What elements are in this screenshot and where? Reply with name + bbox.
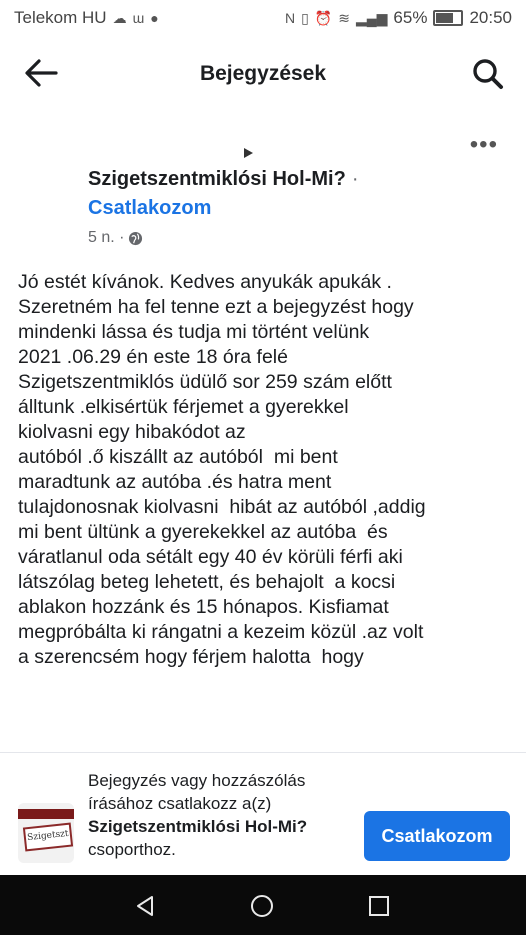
post-body: Jó estét kívánok. Kedves anyukák apukák . Szeretném ha fel tenne ezt a bejegyzést hogy mindenki lássa és tudja mi történt velünk 2021 .06.29 én este 18 óra felé Szigetszentmiklós üdülő sor 259 szám előtt álltunk .elkisértük férjemet a gyerekkel kiolvasni egy hibakódot az autóból .ő kiszállt az autóból mi bent maradtunk az autóba .és hatra ment tulajdonosnak kiolvasni hibát az autóból ,addig mi bent ültünk a gyerekekkel az autóba és váratlanul oda sétált egy 40 év körüli férfi aki látszólag beteg lehetett, és behajolt a kocsi ablakon hozzánk és 15 hónapos. Kisfiamat megpróbálta ki rángatni a kezeim közül .az volt a szerencsém hogy férjem halotta hogy — [18, 271, 426, 668]
nav-home-icon[interactable] — [250, 894, 274, 918]
separator: · — [351, 168, 359, 190]
battery-percent: 65% — [393, 8, 428, 27]
wifi-icon: ≋ — [338, 9, 350, 26]
post-meta — [88, 229, 143, 247]
chat-icon: ● — [150, 10, 159, 26]
cloud-icon: ☁ — [112, 9, 127, 26]
more-options-icon[interactable]: ••• — [469, 131, 498, 158]
notification-icon: ɯ — [132, 10, 145, 26]
join-prompt — [88, 769, 368, 861]
battery-icon — [433, 10, 463, 26]
nav-recent-icon[interactable] — [368, 895, 390, 917]
group-thumbnail — [18, 803, 74, 863]
search-icon[interactable] — [472, 58, 504, 90]
status-right — [285, 8, 512, 28]
join-prompt-line4: csoporthoz. — [88, 840, 176, 859]
nfc-icon: N — [284, 10, 296, 26]
post-group-name[interactable] — [88, 168, 358, 191]
post-time[interactable]: 5 n. · — [88, 229, 125, 246]
top-app-bar — [0, 44, 526, 104]
group-name-text[interactable]: Szigetszentmiklósi Hol-Mi? — [88, 168, 346, 190]
join-button[interactable]: Csatlakozom — [364, 811, 510, 861]
alarm-icon: ⏰ — [314, 9, 333, 26]
join-prompt-group: Szigetszentmiklósi Hol-Mi? — [88, 817, 308, 836]
page-title: Bejegyzések — [199, 62, 327, 85]
arrow-left-icon[interactable] — [24, 58, 58, 88]
caret-icon — [244, 148, 253, 158]
signal-icon: ▂▄▆ — [355, 9, 388, 26]
clock: 20:50 — [469, 8, 512, 27]
join-link[interactable]: Csatlakozom — [88, 197, 212, 219]
join-prompt-line2: írásához csatlakozz a(z) — [88, 794, 272, 813]
join-group-bar — [0, 752, 526, 877]
thumbnail-sign: Szigetszt — [23, 823, 73, 852]
system-nav-bar — [0, 875, 526, 935]
nav-back-icon[interactable] — [134, 895, 156, 917]
join-prompt-line1: Bejegyzés vagy hozzászólás — [88, 771, 306, 790]
status-left — [14, 8, 159, 28]
thumbnail-stripe — [18, 809, 74, 819]
vibrate-icon: ▯ — [301, 9, 309, 26]
carrier-label: Telekom HU — [14, 8, 107, 27]
globe-icon — [128, 231, 143, 246]
status-bar — [0, 0, 526, 36]
